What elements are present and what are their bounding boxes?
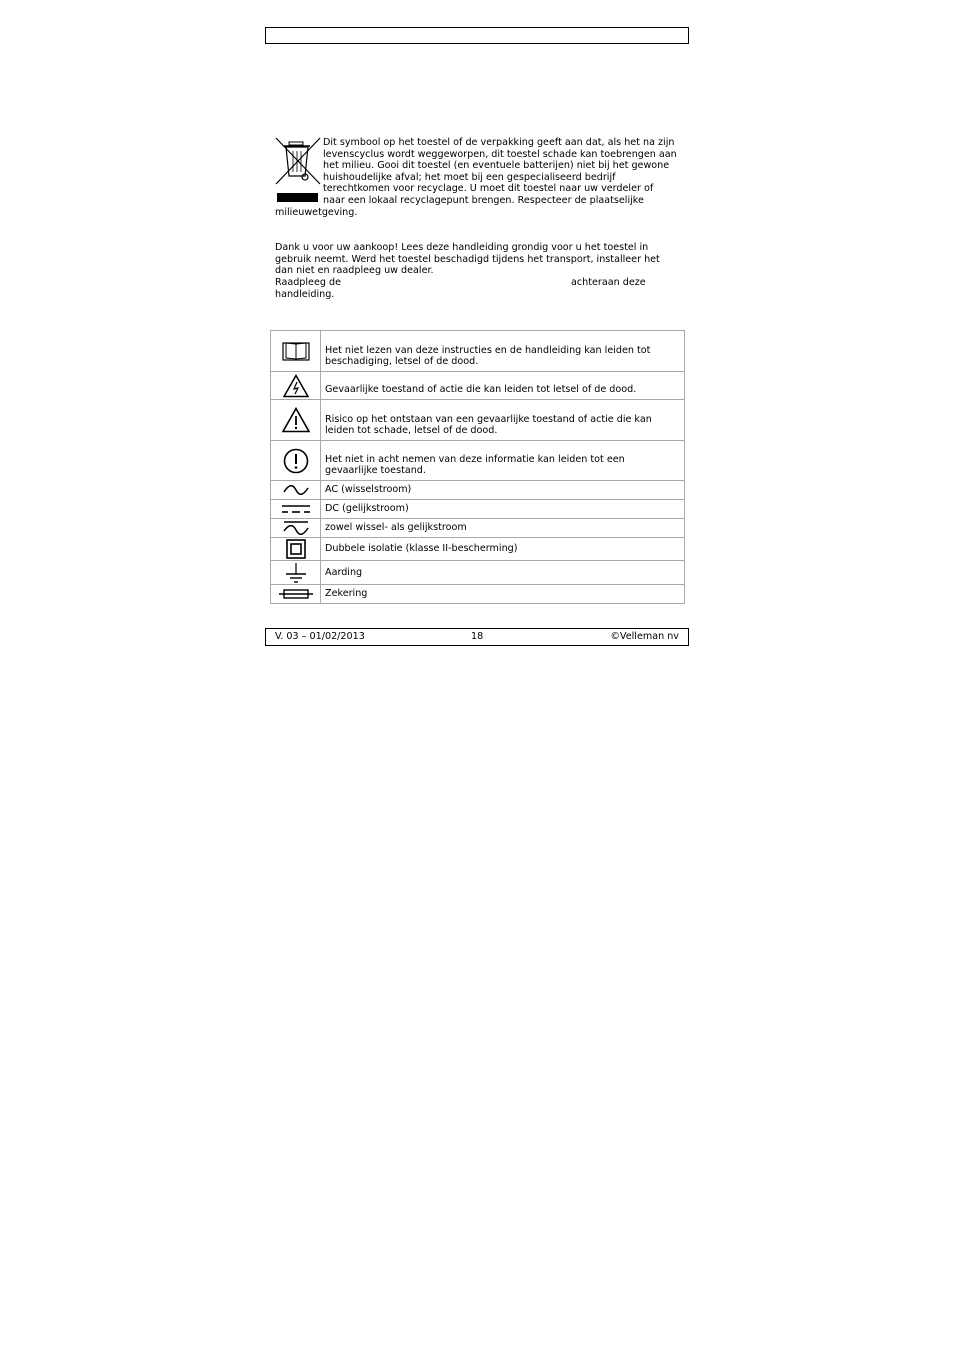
intro-line: gebruik neemt. Werd het toestel beschadigd tijdens het transport, installeer het [275,253,660,265]
page-footer [265,628,689,646]
raadpleeg-start: Raadpleeg de [275,277,341,288]
symbol-description [321,441,685,481]
description-line: Het niet in acht nemen van deze informatie kan leiden tot een [325,453,625,465]
ac-wave-icon [282,484,310,496]
table-row [271,331,685,372]
description-line: DC (gelijkstroom) [325,503,409,515]
high-voltage-triangle-icon [283,374,309,398]
symbol-cell [271,585,321,604]
symbol-cell [271,481,321,500]
ground-icon [284,562,308,584]
description-line: Aarding [325,566,363,578]
warning-triangle-icon [282,407,310,433]
symbol-cell [271,441,321,481]
symbol-cell [271,372,321,400]
description-line: Gevaarlijke toestand of actie die kan leiden tot letsel of de dood. [325,384,637,396]
symbol-cell [271,519,321,538]
fuse-icon [278,588,314,600]
symbols-table [270,330,685,604]
weee-continuation: milieuwetgeving. [275,207,358,218]
weee-line: terechtkomen voor recyclage. U moet dit toestel naar uw verdeler of [323,183,654,195]
ac-dc-icon [282,520,310,536]
table-row [271,519,685,538]
exclamation-circle-icon [283,448,309,474]
weee-line: het milieu. Gooi dit toestel (en eventuele batterijen) niet bij het gewone [323,160,670,172]
footer-copyright: ©Velleman nv [610,631,679,642]
weee-line: levenscyclus wordt weggeworpen, dit toestel schade kan toebrengen aan [323,148,677,160]
weee-line: huishoudelijke afval; het moet bij een gespecialiseerd bedrijf [323,171,616,183]
symbol-description [321,400,685,441]
intro-paragraph [275,242,670,277]
raadpleeg-last: handleiding. [275,289,335,300]
description-line: gevaarlijke toestand. [325,465,426,477]
description-line: Dubbele isolatie (klasse II-bescherming) [325,543,518,555]
description-line: leiden tot schade, letsel of de dood. [325,425,498,437]
table-row [271,481,685,500]
symbol-description [321,585,685,604]
weee-crossed-bin-icon [274,136,322,204]
table-row [271,500,685,519]
symbol-description [321,538,685,561]
symbol-description [321,481,685,500]
raadpleeg-line [275,277,685,289]
description-line: Zekering [325,588,368,600]
intro-line: Dank u voor uw aankoop! Lees deze handleiding grondig voor u het toestel in [275,242,649,253]
header-box [265,27,689,44]
symbol-description [321,519,685,538]
symbol-description [321,500,685,519]
weee-line: naar een lokaal recyclagepunt brengen. Respecteer de plaatselijke [323,194,644,206]
manual-book-icon [282,340,310,362]
raadpleeg-end: achteraan deze [571,277,646,288]
intro-line: dan niet en raadpleeg uw dealer. [275,265,434,277]
symbol-description [321,372,685,400]
double-insulation-icon [286,539,306,559]
description-line: Het niet lezen van deze instructies en de handleiding kan leiden tot [325,344,651,356]
weee-line: Dit symbool op het toestel of de verpakking geeft aan dat, als het na zijn [323,137,675,148]
symbol-cell [271,400,321,441]
weee-paragraph [323,137,683,207]
symbol-description [321,331,685,372]
table-row [271,561,685,585]
symbol-description [321,561,685,585]
description-line: beschadiging, letsel of de dood. [325,356,479,368]
dc-lines-icon [281,503,311,515]
symbol-cell [271,561,321,585]
table-row [271,441,685,481]
footer-version: V. 03 – 01/02/2013 [275,631,365,642]
table-row [271,585,685,604]
symbol-cell [271,331,321,372]
symbol-cell [271,500,321,519]
description-line: zowel wissel- als gelijkstroom [325,522,467,534]
description-line: Risico op het ontstaan van een gevaarlijke toestand of actie die kan [325,413,652,425]
footer-page-number: 18 [471,631,484,642]
description-line: AC (wisselstroom) [325,484,412,496]
table-row [271,400,685,441]
symbol-cell [271,538,321,561]
table-row [271,538,685,561]
table-row [271,372,685,400]
